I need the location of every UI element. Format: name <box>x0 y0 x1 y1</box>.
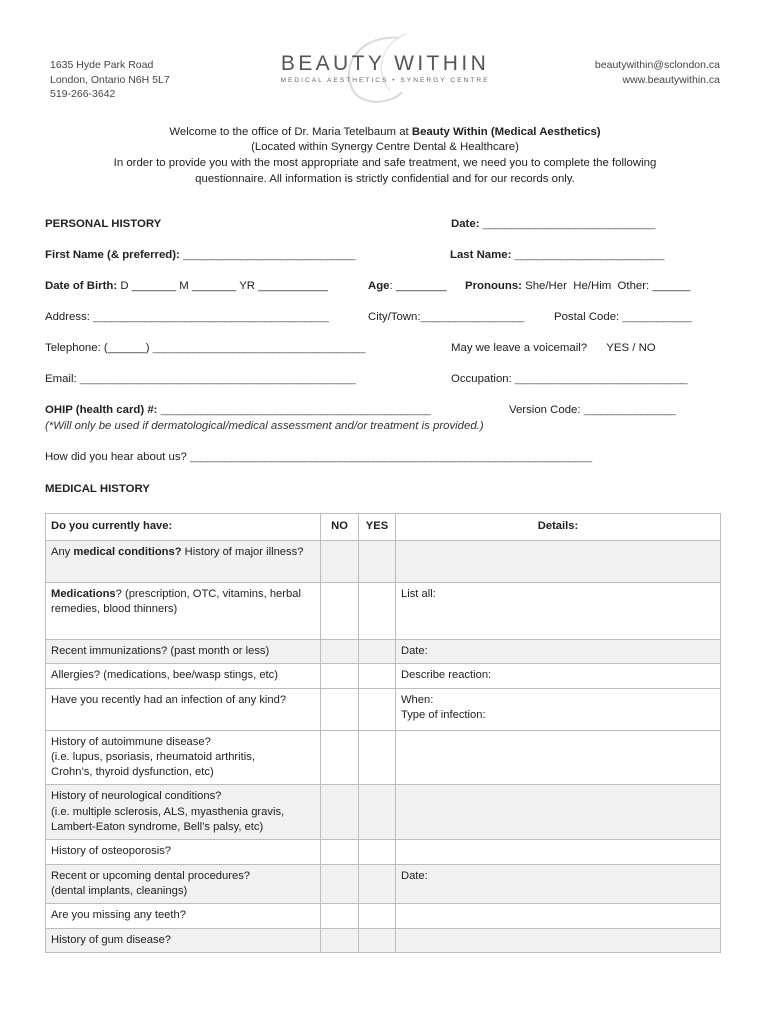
no-checkbox[interactable] <box>321 688 359 730</box>
details-cell[interactable]: List all: <box>396 583 721 640</box>
city-label: City/Town: <box>368 311 421 323</box>
yes-checkbox[interactable] <box>359 864 396 904</box>
city-blank[interactable]: __________________ <box>420 311 524 323</box>
contact-email[interactable]: beautywithin@sclondon.ca <box>594 59 720 71</box>
table-row <box>46 541 721 583</box>
voicemail-options[interactable]: YES / NO <box>606 342 656 354</box>
question-text-rest: ? (prescription, OTC, vitamins, herbal remedies, blood thinners) <box>51 588 301 616</box>
ohip-note: (*Will only be used if dermatological/medical assessment and/or treatment is provided.) <box>45 420 484 432</box>
postal-code-field[interactable] <box>554 311 691 323</box>
question-text: History of neurological conditions? <box>51 790 222 803</box>
referral-field[interactable] <box>45 451 591 463</box>
question-text: Recent or upcoming dental procedures? <box>51 869 251 882</box>
first-name-blank[interactable]: ______________________________ <box>183 249 356 261</box>
question-cell <box>46 785 321 840</box>
date-label: Date: <box>451 218 480 230</box>
personal-history-title: PERSONAL HISTORY <box>45 218 162 230</box>
yes-checkbox[interactable] <box>359 785 396 840</box>
header-details: Details: <box>396 514 721 541</box>
pronouns-options[interactable]: She/Her He/Him Other: ______ <box>525 280 691 292</box>
no-checkbox[interactable] <box>321 730 359 785</box>
voicemail-label: May we leave a voicemail? <box>451 342 588 354</box>
question-example: Crohn’s, thyroid dysfunction, etc) <box>51 766 214 779</box>
details-cell[interactable] <box>396 904 721 928</box>
dob-field[interactable] <box>45 280 328 292</box>
details-cell[interactable]: Date: <box>396 640 721 664</box>
medical-history-table <box>45 513 721 953</box>
address-blank[interactable]: _________________________________________ <box>93 311 329 323</box>
yes-checkbox[interactable] <box>359 664 396 688</box>
header-yes: YES <box>359 514 396 541</box>
voicemail-field[interactable] <box>451 342 656 354</box>
no-checkbox[interactable] <box>321 664 359 688</box>
yes-checkbox[interactable] <box>359 928 396 952</box>
telephone-label: Telephone: (______) <box>45 342 150 354</box>
last-name-blank[interactable]: __________________________ <box>514 249 664 261</box>
last-name-label: Last Name: <box>450 249 512 261</box>
intro-instructions-2: questionnaire. All information is strictly confidential and for our records only. <box>195 173 575 185</box>
version-code-label: Version Code: <box>509 404 581 416</box>
yes-checkbox[interactable] <box>359 730 396 785</box>
pronouns-label: Pronouns: <box>465 280 522 292</box>
question-cell <box>46 730 321 785</box>
details-cell[interactable] <box>396 688 721 730</box>
table-row <box>46 785 721 840</box>
contact-website[interactable]: www.beautywithin.ca <box>622 73 720 86</box>
table-row <box>46 864 721 904</box>
age-blank[interactable]: : ________ <box>389 280 447 292</box>
email-field[interactable] <box>45 373 355 385</box>
question-example: (i.e. lupus, psoriasis, rheumatoid arthritis, <box>51 750 255 763</box>
logo-tagline: MEDICAL AESTHETICS • SYNERGY CENTRE <box>280 77 490 84</box>
address-city: London, Ontario N6H 5L7 <box>50 73 170 86</box>
header-no: NO <box>321 514 359 541</box>
email-label: Email: <box>45 373 77 385</box>
no-checkbox[interactable] <box>321 928 359 952</box>
logo-wordmark: BEAUTY WITHIN <box>280 52 490 75</box>
question-text: Any <box>51 546 74 558</box>
address-label: Address: <box>45 311 90 323</box>
question-example: Lambert-Eaton syndrome, Bell’s palsy, etc) <box>51 821 264 834</box>
version-code-blank[interactable]: ________________ <box>583 404 676 416</box>
question-text: History of autoimmune disease? <box>51 735 211 748</box>
dob-year[interactable]: YR ___________ <box>239 280 328 292</box>
table-row <box>46 928 721 952</box>
details-type: Type of infection: <box>401 708 486 721</box>
address-field[interactable] <box>45 311 328 323</box>
dob-month[interactable]: M _______ <box>179 280 237 292</box>
details-when: When: <box>401 693 434 706</box>
table-row <box>46 840 721 864</box>
table-row <box>46 688 721 730</box>
age-field[interactable] <box>368 280 447 292</box>
occupation-field[interactable] <box>451 373 687 385</box>
question-cell: Are you missing any teeth? <box>46 904 321 928</box>
date-field[interactable] <box>451 218 655 230</box>
yes-checkbox[interactable] <box>359 904 396 928</box>
details-cell[interactable] <box>396 928 721 952</box>
telephone-blank[interactable]: _____________________________________ <box>152 342 365 354</box>
referral-blank[interactable]: ______________________________________________________________________ <box>190 451 592 463</box>
no-checkbox[interactable] <box>321 785 359 840</box>
table-row <box>46 904 721 928</box>
ohip-label: OHIP (health card) #: <box>45 404 158 416</box>
question-example: (dental implants, cleanings) <box>51 884 188 897</box>
question-bold: medical conditions? <box>73 546 182 558</box>
question-cell <box>46 864 321 904</box>
no-checkbox[interactable] <box>321 583 359 640</box>
no-checkbox[interactable] <box>321 541 359 583</box>
intro-instructions-1: In order to provide you with the most appropriate and safe treatment, we need you to complete the following <box>113 157 657 169</box>
no-checkbox[interactable] <box>321 640 359 664</box>
details-cell[interactable] <box>396 785 721 840</box>
details-cell[interactable]: Date: <box>396 864 721 904</box>
occupation-blank[interactable]: ______________________________ <box>514 373 688 385</box>
question-cell: Allergies? (medications, bee/wasp stings, etc) <box>46 664 321 688</box>
city-field[interactable] <box>368 311 524 323</box>
details-cell[interactable] <box>396 541 721 583</box>
yes-checkbox[interactable] <box>359 541 396 583</box>
no-checkbox[interactable] <box>321 864 359 904</box>
dob-label: Date of Birth: <box>45 280 118 292</box>
address-street: 1635 Hyde Park Road <box>50 59 154 71</box>
details-cell[interactable]: Describe reaction: <box>396 664 721 688</box>
date-blank[interactable]: ______________________________ <box>482 218 655 230</box>
age-label: Age <box>368 280 390 292</box>
clinic-contact <box>595 58 720 87</box>
question-cell: Recent immunizations? (past month or less) <box>46 640 321 664</box>
ohip-field[interactable] <box>45 404 430 416</box>
table-row <box>46 640 721 664</box>
pronouns-field[interactable] <box>465 280 690 292</box>
yes-checkbox[interactable] <box>359 688 396 730</box>
first-name-field[interactable] <box>45 249 355 261</box>
question-text-rest: History of major illness? <box>181 546 304 558</box>
intro-clinic-name: Beauty Within (Medical Aesthetics) <box>411 126 601 138</box>
intro-welcome-text: Welcome to the office of Dr. Maria Tetelbaum at <box>169 126 412 138</box>
dob-day[interactable]: D _______ <box>120 280 177 292</box>
question-cell: History of gum disease? <box>46 928 321 952</box>
question-cell <box>46 541 321 583</box>
question-cell <box>46 583 321 640</box>
first-name-label: First Name (& preferred): <box>45 249 180 261</box>
intro-location: (Located within Synergy Centre Dental & Healthcare) <box>251 141 519 153</box>
question-cell: Have you recently had an infection of any kind? <box>46 688 321 730</box>
yes-checkbox[interactable] <box>359 840 396 864</box>
medical-history-title: MEDICAL HISTORY <box>45 483 150 495</box>
clinic-address <box>50 58 170 102</box>
question-cell: History of osteoporosis? <box>46 840 321 864</box>
question-example: (i.e. multiple sclerosis, ALS, myasthenia gravis, <box>51 805 285 818</box>
address-phone: 519-266-3642 <box>50 88 116 100</box>
yes-checkbox[interactable] <box>359 583 396 640</box>
details-cell[interactable] <box>396 840 721 864</box>
telephone-field[interactable] <box>45 342 365 354</box>
beauty-within-logo <box>250 30 520 106</box>
occupation-label: Occupation: <box>451 373 512 385</box>
referral-label: How did you hear about us? <box>45 451 187 463</box>
table-row <box>46 664 721 688</box>
no-checkbox[interactable] <box>321 904 359 928</box>
postal-code-blank[interactable]: ____________ <box>622 311 692 323</box>
intro-welcome <box>40 125 730 140</box>
details-cell[interactable] <box>396 730 721 785</box>
header-question: Do you currently have: <box>46 514 321 541</box>
table-row <box>46 583 721 640</box>
ohip-blank[interactable]: _______________________________________________ <box>160 404 431 416</box>
version-code-field[interactable] <box>509 404 676 416</box>
question-bold: Medications <box>51 588 116 600</box>
last-name-field[interactable] <box>450 249 664 261</box>
email-blank[interactable]: ________________________________________________ <box>79 373 356 385</box>
table-row <box>46 730 721 785</box>
postal-code-label: Postal Code: <box>554 311 620 323</box>
no-checkbox[interactable] <box>321 840 359 864</box>
table-header-row <box>46 514 721 541</box>
yes-checkbox[interactable] <box>359 640 396 664</box>
